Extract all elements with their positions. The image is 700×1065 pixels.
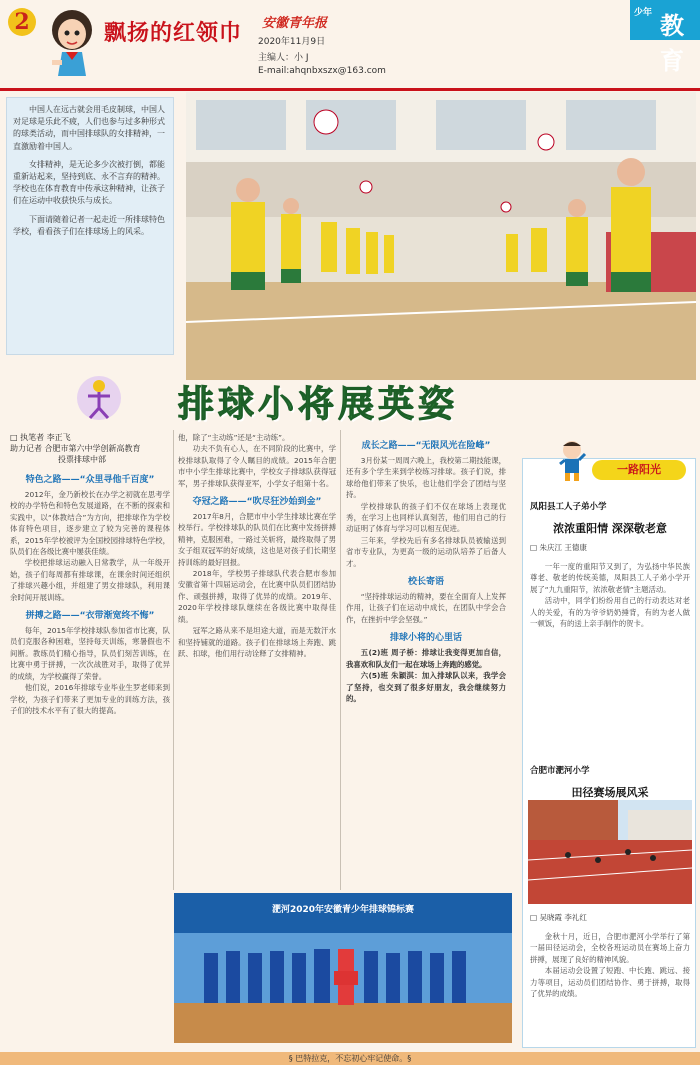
- paper-name: 安徽青年报: [262, 16, 328, 31]
- footer-slogan: § 巴特拉克，不忘初心牢记使命。§: [288, 1054, 412, 1063]
- boy-mascot-icon: [552, 438, 592, 482]
- school-name: 合肥市淝河小学: [530, 766, 590, 776]
- column-three: [346, 438, 506, 888]
- story-body: [530, 931, 690, 1043]
- body-paragraph: 本届运动会设置了短跑、中长跑、跳远、接力等项目，运动员们团结协作、勇于拼搏，取得了优异的成绩。: [530, 966, 690, 999]
- unit-credit: 投票排球中部: [58, 455, 106, 464]
- story-two-body: [530, 912, 690, 1043]
- subhead: 夺冠之路——“吹尽狂沙始到金”: [192, 497, 322, 508]
- issue-date: 2020年11月9日: [258, 37, 326, 47]
- story-author: □ 朱庆江 王德康: [530, 543, 587, 552]
- body-paragraph: 学校把排球运动融入日常教学，从一年级开始，孩子们每周都有排球课，在课余时间还组织了排球兴趣小组，并组建了男女排球队，利用课余时间开展训练。: [10, 558, 170, 602]
- story-author: □ 吴晓霞 李礼红: [530, 913, 587, 922]
- body-paragraph: 3月份某一周周六晚上，我校第二期技能课，还有多个学生来到学校练习排球。孩子们说，排球给他们带来了快乐，也让他们学会了团结与坚持。: [346, 456, 506, 500]
- body-paragraph: 2018年，学校男子排球队代表合肥市参加安徽省第十四届运动会，在比赛中队员们团结协作、顽强拼搏，取得了优异的成绩。2019年、2020年学校排球队继续在各级比赛中取得佳绩。: [178, 569, 336, 624]
- body-paragraph: 活动中，同学们纷纷用自己的行动表达对老人的关爱，有的为爷爷奶奶捶背，有的为老人做一顿饭，有的送上亲手制作的贺卡。: [530, 596, 690, 629]
- body-paragraph: 每年，2015年学校排球队参加省市比赛，队员们克服各种困难，坚持每天训练，寒暑假也不间断。教练员们精心指导，队员们刻苦训练，在比赛中勇于拼搏，一次次战胜对手，取得了优异的成绩，为学校赢得了荣誉。: [10, 626, 170, 681]
- main-headline: 排球小将展英姿: [178, 384, 459, 425]
- body-paragraph: 学校排球队的孩子们不仅在球场上表现优秀，在学习上也同样认真刻苦，他们用自己的行动证明了体育与学习可以相互促进。: [346, 501, 506, 534]
- volleyball-training-photo: [186, 92, 696, 380]
- column-divider: [173, 430, 174, 890]
- body-paragraph: 一年一度的重阳节又到了，为弘扬中华民族尊老、敬老的传统美德，凤阳县工人子弟小学开展了“九九重阳节，浓浓敬老情”主题活动。: [530, 562, 690, 594]
- body-paragraph: 他，除了“主动练”还是“主动练”。: [178, 433, 290, 442]
- intro-paragraph: 中国人在远古就会用毛皮制球，中国人对足球是乐此不疲，人们也参与过多种形式的球类活动，而中国排球队的女排精神，一直激励着中国人。: [13, 105, 165, 151]
- byline: [10, 432, 141, 465]
- body-paragraph: “坚持排球运动的精神，要在全面育人上发挥作用，让孩子们在运动中成长，在团队中学会合作，在挫折中学会坚强。”: [346, 592, 506, 624]
- body-paragraph: 功夫不负有心人，在不同阶段的比赛中，学校排球队取得了令人瞩目的成绩。2015年合肥市中小学生排球比赛中，学校女子排球队获得冠军，男子排球队获得亚军，小学女子组第十名。: [178, 444, 336, 488]
- subhead: 特色之路——“众里寻他千百度”: [25, 475, 155, 485]
- cartoon-gymnast-icon: [70, 372, 128, 422]
- column-one: [10, 472, 170, 890]
- intro-paragraph: 下面请随着记者一起走近一所排球特色学校，看看孩子们在排球场上的风采。: [13, 214, 165, 236]
- body-paragraph: 2012年，金乃新校长在办学之初就在思考学校的办学特色和特色发展道路，在不断的探索和实践中，以“体教结合”为方向，把排球作为学校体育特色项目，逐步建立了较为完善的课程体系，2015年学校被评为全国校园排球特色学校，队员们在各级比赛中屡获佳绩。: [10, 490, 170, 557]
- reporter-credit: □ 执笔者 李正飞: [10, 433, 71, 442]
- body-paragraph: 金秋十月，近日，合肥市淝河小学举行了第一届田径运动会，全校各班运动员在赛场上奋力拼搏，展现了良好的精神风貌。: [530, 932, 690, 964]
- page-number: 2: [8, 8, 36, 36]
- subhead: 校长寄语: [407, 577, 444, 588]
- contributor-credit: 助力记者 合肥市第六中学创新高教育: [10, 444, 141, 453]
- school-name: 凤阳县工人子弟小学: [530, 502, 607, 512]
- track-meet-photo: [528, 800, 692, 904]
- body-paragraph: 他们说，2016年排球专业毕业生罗老师来到学校，为孩子们带来了更加专业的训练方法，孩子们的技术水平有了很大的提高。: [10, 683, 170, 715]
- body-paragraph: 冠军之路从来不是坦途大道，而是无数汗水和坚持铺就的道路。孩子们在排球场上奔跑、跳跃、扣球，他们用行动诠释了女排精神。: [178, 626, 336, 658]
- body-paragraph: 三年来，学校先后有多名排球队员被输送到省市专业队，为更高一级的运动队培养了后备人才。: [346, 535, 506, 568]
- section-label: 一路阳光: [592, 460, 686, 480]
- photo-banner: 淝河2020年安徽青少年排球锦标赛: [271, 905, 415, 915]
- subhead: 成长之路——“无限风光在险峰”: [361, 441, 491, 451]
- story-title: 浓浓重阳情 深深敬老意: [553, 522, 667, 535]
- section-title: 飘扬的红领巾: [104, 21, 243, 46]
- corner-word: 教育: [660, 12, 684, 75]
- corner-label: 少年: [634, 8, 653, 18]
- subhead: 排球小将的心里话: [389, 633, 462, 644]
- quote-paragraph: 六(5)班 朱颖淇：加入排球队以来，我学会了坚持，也交到了很多好朋友，我会继续努力的。: [346, 671, 506, 703]
- intro-box: [6, 97, 174, 355]
- story-body: [530, 561, 690, 731]
- girl-mascot-icon: [46, 6, 98, 84]
- story-one: [530, 500, 690, 731]
- body-paragraph: 2017年8月，合肥市中小学生排球比赛在学校举行。学校排球队的队员们在比赛中发扬拼搏精神，克服困难，一路过关斩将，最终取得了男女子组双冠军的好成绩，这也是对孩子们长期坚持训练的最好回报。: [178, 512, 336, 567]
- header-rule: [0, 88, 700, 91]
- intro-paragraph: 女排精神，是无论多少次被打倒，都能重新站起来，坚持到底、永不言弃的精神。学校也在体育教育中传承这种精神，让孩子们在运动中收获快乐与成长。: [13, 159, 165, 206]
- subhead: 拼搏之路——“衣带渐宽终不悔”: [25, 611, 155, 622]
- team-award-photo: [174, 893, 512, 1043]
- quote-paragraph: 五(2)班 周子桥：排球让我变得更加自信，我喜欢和队友们一起在球场上奔跑的感觉。: [346, 648, 506, 669]
- column-divider: [340, 430, 341, 890]
- editor-name: 主编人：小 J: [258, 53, 309, 63]
- contact-email[interactable]: E-mail:ahqnbxszx@163.com: [258, 66, 386, 76]
- column-two: [178, 432, 336, 890]
- story-title: 田径赛场展风采: [571, 786, 649, 799]
- story-two: [530, 764, 690, 804]
